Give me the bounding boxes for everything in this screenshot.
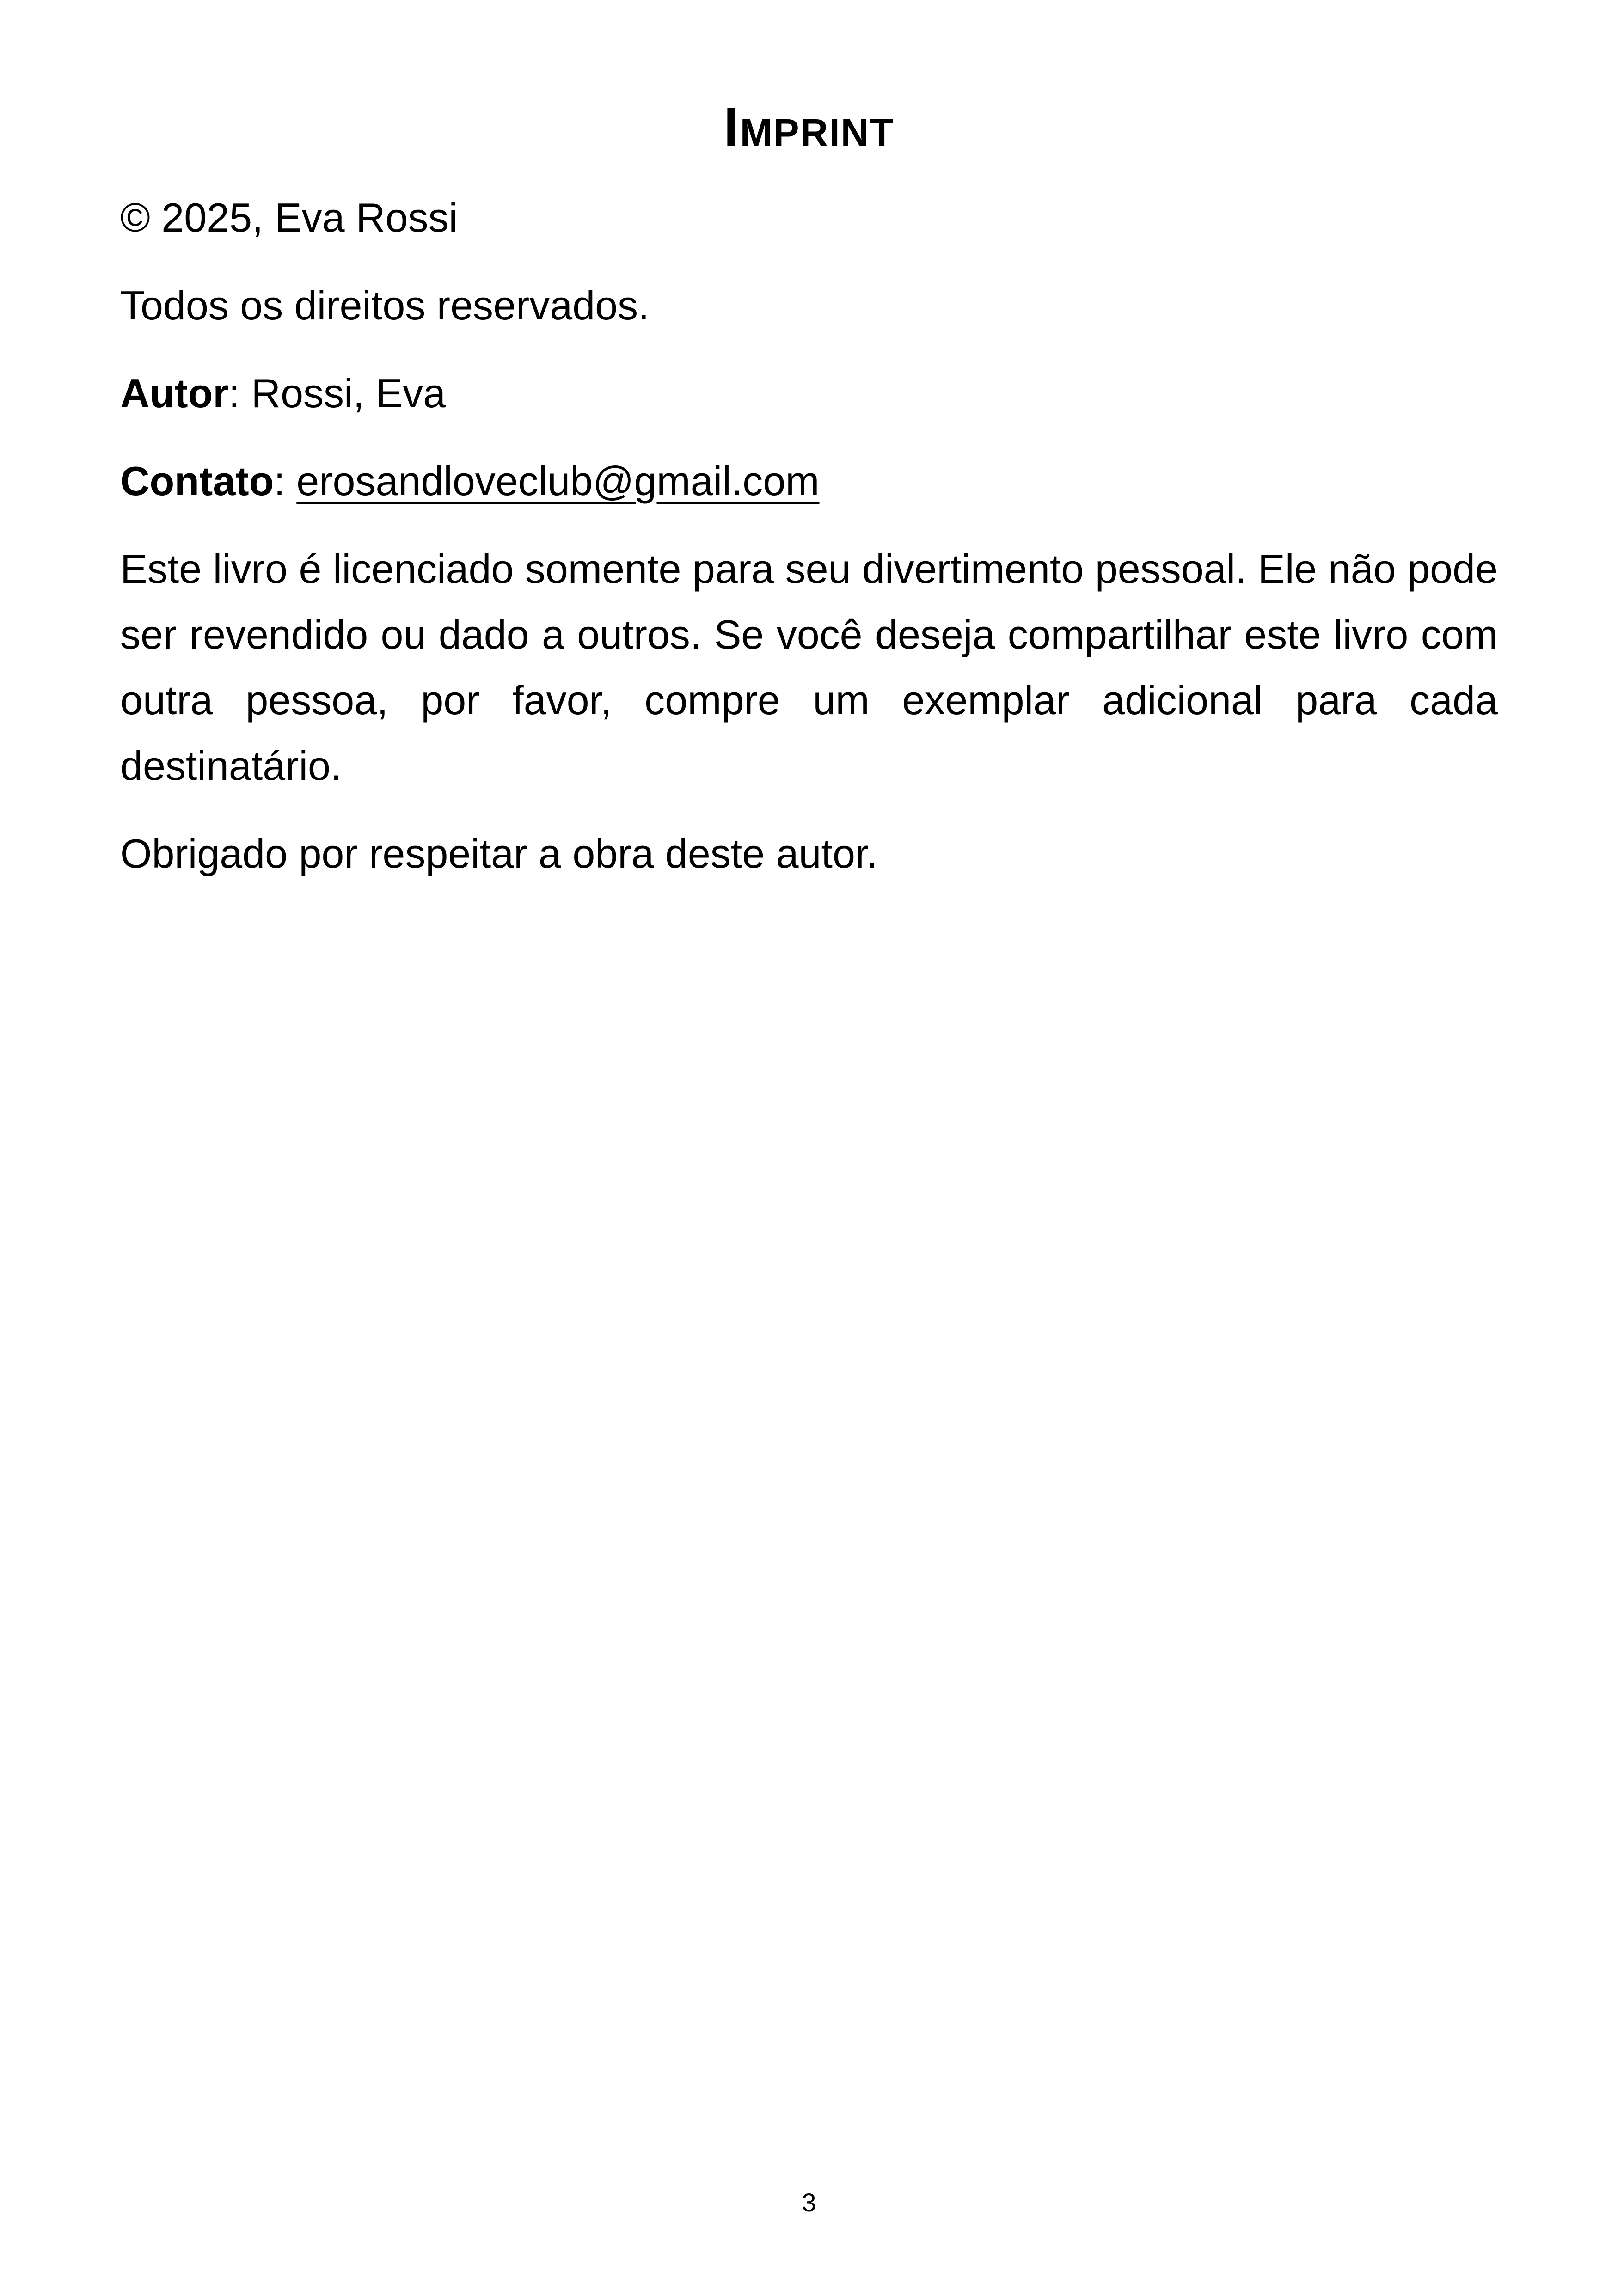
thanks-line: Obrigado por respeitar a obra deste autor. <box>120 831 878 876</box>
author-separator: : <box>228 370 251 416</box>
page-number: 3 <box>802 2188 816 2217</box>
author-label: Autor <box>120 370 229 416</box>
imprint-content <box>120 185 1498 909</box>
page-title: Imprint <box>723 96 895 158</box>
author-value: Rossi, Eva <box>251 370 446 416</box>
rights-line: Todos os direitos reservados. <box>120 282 650 328</box>
contact-email-link[interactable]: erosandloveclub@gmail.com <box>296 458 820 504</box>
author-line <box>120 361 1498 426</box>
contact-line <box>120 448 1498 514</box>
contact-label: Contato <box>120 458 274 504</box>
license-paragraph: Este livro é licenciado somente para seu divertimento pessoal. Ele não pode ser revendido ou dado a outros. Se você deseja compartilhar este livro com outra pessoa, por favor, compre um exemplar adicional para cada destinatário. <box>120 546 1498 789</box>
copyright-line: © 2025, Eva Rossi <box>120 195 458 240</box>
contact-separator: : <box>274 458 297 504</box>
